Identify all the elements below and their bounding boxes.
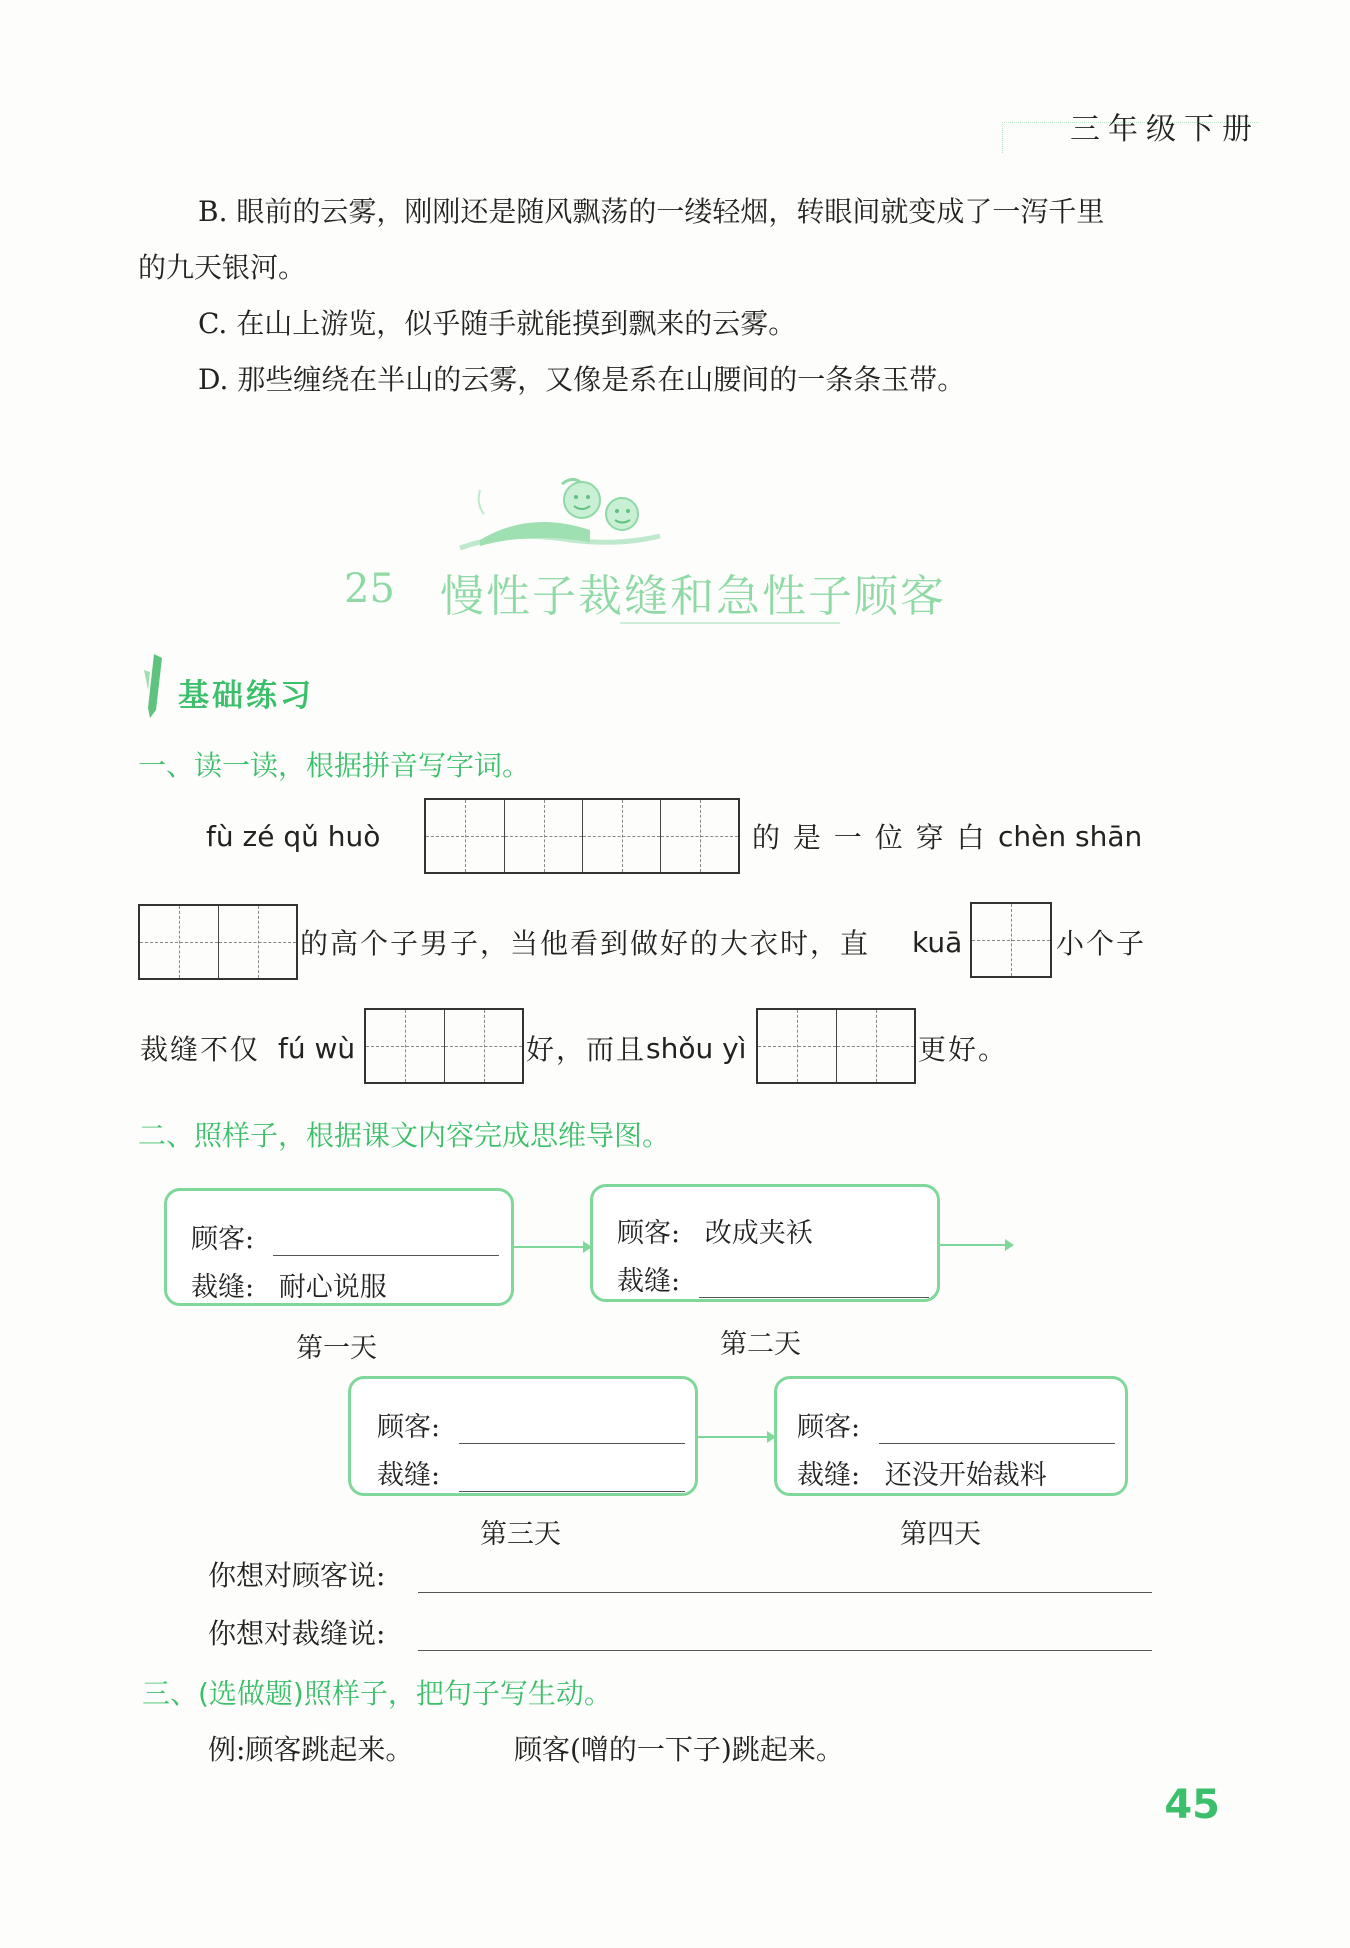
day3-tailor-blank[interactable]: [459, 1465, 685, 1492]
day1-customer-blank[interactable]: [273, 1229, 499, 1256]
day3-customer-blank[interactable]: [459, 1417, 685, 1444]
page-number: 45: [1164, 1782, 1220, 1828]
day4-tailor-row: [797, 1453, 1047, 1492]
day2-label: 第二天: [720, 1329, 801, 1360]
tailor-label: 裁缝:: [377, 1460, 441, 1491]
day4-tailor-answer: 还没开始裁料: [884, 1460, 1047, 1491]
day1-label: 第一天: [296, 1333, 377, 1364]
customer-label: 顾客:: [617, 1218, 681, 1249]
pencil-icon: [140, 650, 170, 720]
q1-text-1: 的 是 一 位 穿 白: [752, 821, 987, 854]
day4-label: 第四天: [900, 1519, 981, 1550]
say-to-tailor-line[interactable]: [418, 1650, 1152, 1651]
option-b-line2: 的九天银河。: [138, 251, 307, 284]
q3-example-answer: 顾客(噌的一下子)跳起来。: [514, 1733, 844, 1766]
q1-text-2: 的高个子男子，当他看到做好的大衣时，直: [300, 927, 871, 960]
arrow-day2-next: [940, 1244, 1012, 1246]
kids-illustration: [450, 470, 670, 560]
q1-text-3: 小个子: [1056, 927, 1147, 960]
say-to-tailor-label: 你想对裁缝说:: [208, 1617, 386, 1650]
q3-example: 例:顾客跳起来。: [208, 1733, 414, 1766]
q1-text-4: 裁缝不仅: [140, 1033, 261, 1066]
option-b-line1: B. 眼前的云雾，刚刚还是随风飘荡的一缕轻烟，转眼间就变成了一泻千里: [198, 195, 1105, 228]
q1-text-5: 好，而且: [526, 1033, 647, 1066]
option-c: C. 在山上游览，似乎随手就能摸到飘来的云雾。: [198, 307, 797, 340]
tailor-label: 裁缝:: [617, 1266, 681, 1297]
day1-customer-row: [191, 1217, 499, 1256]
arrow-day3-day4: [698, 1436, 774, 1438]
tailor-label: 裁缝:: [191, 1272, 255, 1303]
day3-box: [348, 1376, 698, 1496]
day4-customer-blank[interactable]: [879, 1417, 1115, 1444]
tailor-label: 裁缝:: [797, 1460, 861, 1491]
q1-pinyin-1: fù zé qǔ huò: [206, 820, 381, 853]
q1-pinyin-3: kuā: [912, 926, 963, 959]
customer-label: 顾客:: [797, 1412, 861, 1443]
answer-grid-3[interactable]: [970, 902, 1052, 978]
day4-customer-row: [797, 1405, 1115, 1444]
arrow-day1-day2: [514, 1246, 590, 1248]
answer-grid-4[interactable]: [364, 1008, 524, 1084]
q2-heading: 二、照样子，根据课文内容完成思维导图。: [138, 1119, 671, 1152]
answer-grid-2[interactable]: [138, 904, 298, 980]
q1-heading: 一、读一读，根据拼音写字词。: [138, 749, 531, 782]
day1-box: [164, 1188, 514, 1306]
day2-tailor-blank[interactable]: [699, 1271, 929, 1298]
option-d: D. 那些缠绕在半山的云雾，又像是系在山腰间的一条条玉带。: [198, 363, 966, 396]
answer-grid-1[interactable]: [424, 798, 740, 874]
day2-box: [590, 1184, 940, 1302]
q3-heading: 三、(选做题)照样子，把句子写生动。: [142, 1677, 612, 1710]
lesson-title: 慢性子裁缝和急性子顾客: [440, 571, 946, 622]
day4-box: [774, 1376, 1128, 1496]
day2-customer-answer: 改成夹袄: [704, 1218, 813, 1249]
q1-pinyin-4: fú wù: [278, 1032, 356, 1065]
day1-tailor-answer: 耐心说服: [278, 1272, 387, 1303]
day3-customer-row: [377, 1405, 685, 1444]
lesson-number: 25: [344, 566, 395, 612]
day3-tailor-row: [377, 1453, 685, 1492]
customer-label: 顾客:: [377, 1412, 441, 1443]
customer-label: 顾客:: [191, 1224, 255, 1255]
q1-text-6: 更好。: [918, 1033, 1009, 1066]
grade-label: 三年级下册: [1070, 112, 1260, 147]
say-to-customer-label: 你想对顾客说:: [208, 1559, 386, 1592]
section-title: 基础练习: [178, 678, 314, 714]
answer-grid-5[interactable]: [756, 1008, 916, 1084]
say-to-customer-line[interactable]: [418, 1592, 1152, 1593]
q1-pinyin-5: shǒu yì: [646, 1032, 747, 1065]
q1-pinyin-2: chèn shān: [998, 820, 1143, 853]
day3-label: 第三天: [480, 1519, 561, 1550]
day2-tailor-row: [617, 1259, 929, 1298]
title-underline: [620, 622, 840, 624]
day1-tailor-row: [191, 1265, 387, 1304]
day2-customer-row: [617, 1211, 813, 1250]
